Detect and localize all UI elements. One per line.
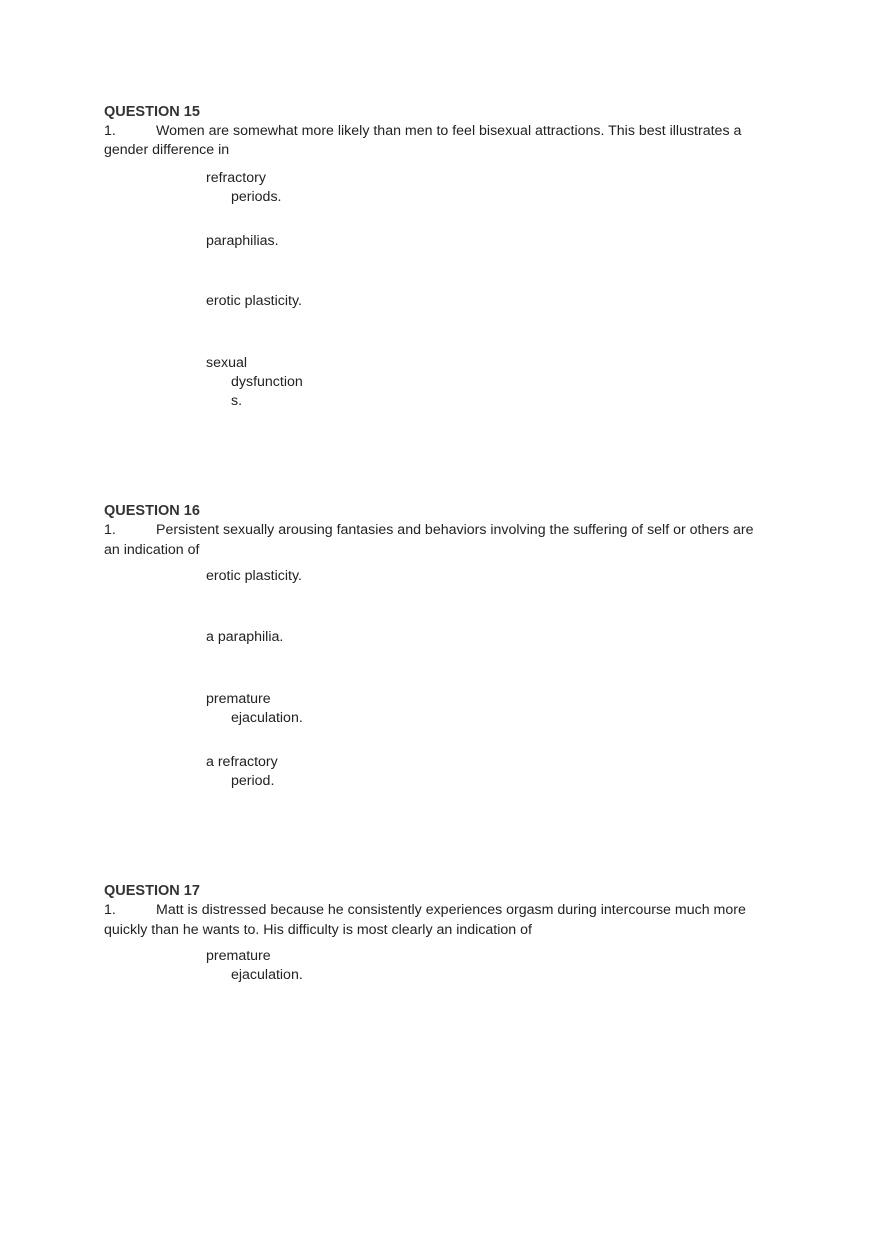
- answer-option[interactable]: erotic plasticity.: [206, 568, 302, 584]
- question-text-line: gender difference in: [104, 142, 230, 158]
- answer-option[interactable]: erotic plasticity.: [206, 293, 302, 309]
- answer-option-continuation[interactable]: ejaculation.: [231, 710, 303, 726]
- question-text: Matt is distressed because he consistently experiences orgasm during intercourse much more: [156, 902, 746, 918]
- question-number: 1.: [104, 902, 116, 918]
- answer-option-continuation[interactable]: s.: [231, 393, 243, 409]
- question-text-line: quickly than he wants to. His difficulty is most clearly an indication of: [104, 922, 532, 938]
- answer-option-continuation[interactable]: periods.: [231, 189, 282, 205]
- answer-option-continuation[interactable]: period.: [231, 773, 275, 789]
- question-text-line: [104, 521, 754, 540]
- answer-option-continuation[interactable]: dysfunction: [231, 374, 303, 390]
- question-text: Women are somewhat more likely than men to feel bisexual attractions. This best illustrates a: [156, 123, 742, 139]
- question-text-line: [104, 901, 746, 920]
- answer-option[interactable]: refractory: [206, 170, 266, 186]
- answer-option[interactable]: a refractory: [206, 754, 278, 770]
- question-text: Persistent sexually arousing fantasies and behaviors involving the suffering of self or others are: [156, 522, 754, 538]
- question-number: 1.: [104, 123, 116, 139]
- answer-option-continuation[interactable]: ejaculation.: [231, 967, 303, 983]
- answer-option[interactable]: premature: [206, 948, 271, 964]
- answer-option[interactable]: premature: [206, 691, 271, 707]
- question-number: 1.: [104, 522, 116, 538]
- question-heading: QUESTION 16: [104, 503, 200, 519]
- question-text-line: an indication of: [104, 542, 200, 558]
- question-heading: QUESTION 15: [104, 104, 200, 120]
- answer-option[interactable]: a paraphilia.: [206, 629, 284, 645]
- answer-option[interactable]: sexual: [206, 355, 248, 371]
- question-heading: QUESTION 17: [104, 883, 200, 899]
- question-text-line: [104, 122, 741, 141]
- answer-option[interactable]: paraphilias.: [206, 233, 279, 249]
